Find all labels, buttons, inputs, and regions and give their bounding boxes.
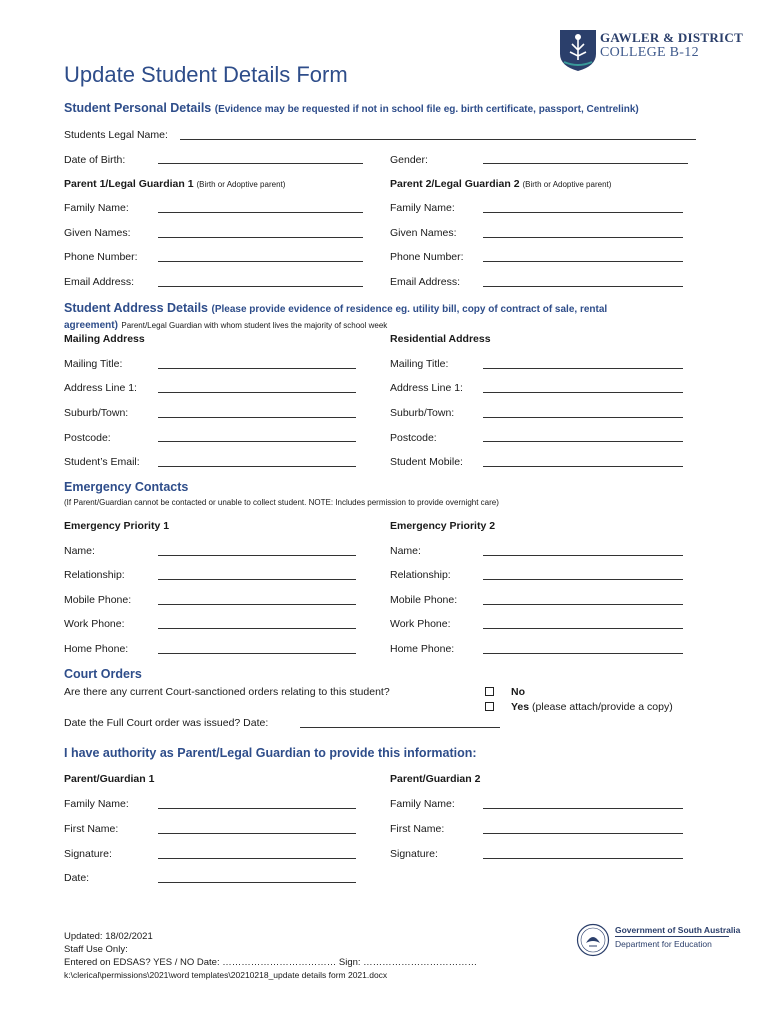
r-title-field[interactable]: [483, 368, 683, 369]
p1-family-name-label: Family Name:: [64, 202, 129, 214]
e2-name-field[interactable]: [483, 555, 683, 556]
address-note: (Please provide evidence of residence eg. utility bill, copy of contract of sale, rental: [211, 304, 608, 315]
m-suburb-label: Suburb/Town:: [64, 407, 129, 419]
pg1-date-field[interactable]: [158, 882, 356, 883]
m-postcode-field[interactable]: [158, 441, 356, 442]
r-line1-label: Address Line 1:: [390, 382, 463, 394]
parent2-heading-text: Parent 2/Legal Guardian 2: [390, 178, 520, 190]
e2-mobile-field[interactable]: [483, 604, 683, 605]
court-heading: Court Orders: [64, 667, 142, 681]
gender-label: Gender:: [390, 154, 428, 166]
pg2-heading: Parent/Guardian 2: [390, 773, 481, 785]
e2-work-label: Work Phone:: [390, 618, 451, 630]
parent2-note: (Birth or Adoptive parent): [522, 180, 612, 189]
legal-name-label: Students Legal Name:: [64, 129, 168, 141]
parent1-heading: [64, 178, 285, 190]
address-note-line2: [64, 317, 387, 331]
footer-staff: Staff Use Only:: [64, 944, 128, 955]
gender-field[interactable]: [483, 163, 688, 164]
court-date-field[interactable]: [300, 727, 500, 728]
e1-name-field[interactable]: [158, 555, 356, 556]
address-note2: agreement): [64, 320, 118, 331]
e2-mobile-label: Mobile Phone:: [390, 594, 458, 606]
p1-given-names-field[interactable]: [158, 237, 363, 238]
parent1-note: (Birth or Adoptive parent): [196, 180, 286, 189]
m-title-label: Mailing Title:: [64, 358, 123, 370]
footer-path: k:\clerical\permissions\2021\word templates\20210218_update details form 2021.docx: [64, 970, 388, 980]
pg2-signature-field[interactable]: [483, 858, 683, 859]
m-title-field[interactable]: [158, 368, 356, 369]
school-logo: [558, 28, 598, 72]
e1-mobile-label: Mobile Phone:: [64, 594, 132, 606]
pg1-first-label: First Name:: [64, 823, 119, 835]
r-suburb-label: Suburb/Town:: [390, 407, 455, 419]
student-mobile-field[interactable]: [483, 466, 683, 467]
court-date-label: Date the Full Court order was issued? Date:: [64, 717, 269, 729]
student-email-label: Student’s Email:: [64, 456, 140, 468]
e2-relationship-field[interactable]: [483, 579, 683, 580]
p2-phone-field[interactable]: [483, 261, 683, 262]
student-email-field[interactable]: [158, 466, 356, 467]
e1-relationship-label: Relationship:: [64, 569, 125, 581]
e1-home-field[interactable]: [158, 653, 356, 654]
pg1-family-label: Family Name:: [64, 798, 129, 810]
gov-line1: Government of South Australia: [615, 925, 741, 935]
pg1-first-field[interactable]: [158, 833, 356, 834]
pg1-heading: Parent/Guardian 1: [64, 773, 155, 785]
gov-logo: [576, 923, 610, 957]
p2-phone-label: Phone Number:: [390, 251, 464, 263]
pg2-family-label: Family Name:: [390, 798, 455, 810]
priority2-heading: Emergency Priority 2: [390, 520, 496, 532]
e1-name-label: Name:: [64, 545, 95, 557]
m-line1-label: Address Line 1:: [64, 382, 137, 394]
p2-given-names-label: Given Names:: [390, 227, 457, 239]
personal-note: (Evidence may be requested if not in school file eg. birth certificate, passport, Centrelink): [214, 104, 639, 115]
mailing-heading: Mailing Address: [64, 333, 145, 345]
emergency-heading: Emergency Contacts: [64, 480, 189, 494]
piping-shrike-icon: [576, 923, 610, 957]
school-name-line2: COLLEGE B-12: [600, 45, 699, 60]
r-postcode-field[interactable]: [483, 441, 683, 442]
p1-email-field[interactable]: [158, 286, 363, 287]
e2-name-label: Name:: [390, 545, 421, 557]
m-suburb-field[interactable]: [158, 417, 356, 418]
personal-heading-text: Student Personal Details: [64, 101, 212, 115]
court-question: Are there any current Court-sanctioned orders relating to this student?: [64, 686, 390, 698]
court-yes-row: [511, 701, 673, 713]
court-yes-checkbox[interactable]: [485, 702, 494, 711]
e1-home-label: Home Phone:: [64, 643, 129, 655]
pg1-family-field[interactable]: [158, 808, 356, 809]
court-yes-note: (please attach/provide a copy): [532, 701, 673, 713]
residential-heading: Residential Address: [390, 333, 491, 345]
personal-heading: [64, 101, 639, 115]
student-mobile-label: Student Mobile:: [390, 456, 463, 468]
priority1-heading: Emergency Priority 1: [64, 520, 170, 532]
r-suburb-field[interactable]: [483, 417, 683, 418]
m-line1-field[interactable]: [158, 392, 356, 393]
r-title-label: Mailing Title:: [390, 358, 449, 370]
page-title: Update Student Details Form: [64, 62, 348, 87]
dob-label: Date of Birth:: [64, 154, 126, 166]
p1-phone-label: Phone Number:: [64, 251, 138, 263]
address-heading-text: Student Address Details: [64, 301, 209, 315]
pg2-first-field[interactable]: [483, 833, 683, 834]
e2-home-label: Home Phone:: [390, 643, 455, 655]
court-no-label: No: [511, 686, 525, 698]
gov-line2: Department for Education: [615, 939, 712, 949]
r-line1-field[interactable]: [483, 392, 683, 393]
pg1-date-label: Date:: [64, 872, 90, 884]
footer-updated: Updated: 18/02/2021: [64, 931, 153, 942]
school-name-line1: GAWLER & DISTRICT: [600, 30, 744, 45]
e1-relationship-field[interactable]: [158, 579, 356, 580]
pg2-family-field[interactable]: [483, 808, 683, 809]
parent1-heading-text: Parent 1/Legal Guardian 1: [64, 178, 194, 190]
pg1-signature-field[interactable]: [158, 858, 356, 859]
p1-phone-field[interactable]: [158, 261, 363, 262]
parent2-heading: [390, 178, 611, 190]
pg2-first-label: First Name:: [390, 823, 445, 835]
dob-field[interactable]: [158, 163, 363, 164]
p1-family-name-field[interactable]: [158, 212, 363, 213]
court-yes-label: Yes: [511, 701, 530, 713]
authority-heading: I have authority as Parent/Legal Guardian to provide this information:: [64, 746, 477, 760]
p1-email-label: Email Address:: [64, 276, 135, 288]
p1-given-names-label: Given Names:: [64, 227, 131, 239]
court-no-checkbox[interactable]: [485, 687, 494, 696]
p2-given-names-field[interactable]: [483, 237, 683, 238]
pg1-signature-label: Signature:: [64, 848, 112, 860]
gov-divider: [615, 936, 729, 937]
footer-entered: Entered on EDSAS? YES / NO Date: ……………………………… Sign: ………………………………: [64, 957, 478, 968]
pg2-signature-label: Signature:: [390, 848, 438, 860]
p2-family-name-label: Family Name:: [390, 202, 455, 214]
address-heading: [64, 301, 607, 315]
legal-name-field[interactable]: [180, 139, 696, 140]
address-note3: Parent/Legal Guardian with whom student lives the majority of school week: [121, 321, 388, 330]
m-postcode-label: Postcode:: [64, 432, 111, 444]
e2-relationship-label: Relationship:: [390, 569, 451, 581]
school-crest-icon: [558, 28, 598, 72]
e2-home-field[interactable]: [483, 653, 683, 654]
p2-email-field[interactable]: [483, 286, 683, 287]
e2-work-field[interactable]: [483, 628, 683, 629]
p2-family-name-field[interactable]: [483, 212, 683, 213]
e1-mobile-field[interactable]: [158, 604, 356, 605]
e1-work-label: Work Phone:: [64, 618, 125, 630]
emergency-note: (If Parent/Guardian cannot be contacted or unable to collect student. NOTE: Includes permission to provide overnight care): [64, 498, 499, 507]
r-postcode-label: Postcode:: [390, 432, 437, 444]
e1-work-field[interactable]: [158, 628, 356, 629]
p2-email-label: Email Address:: [390, 276, 461, 288]
